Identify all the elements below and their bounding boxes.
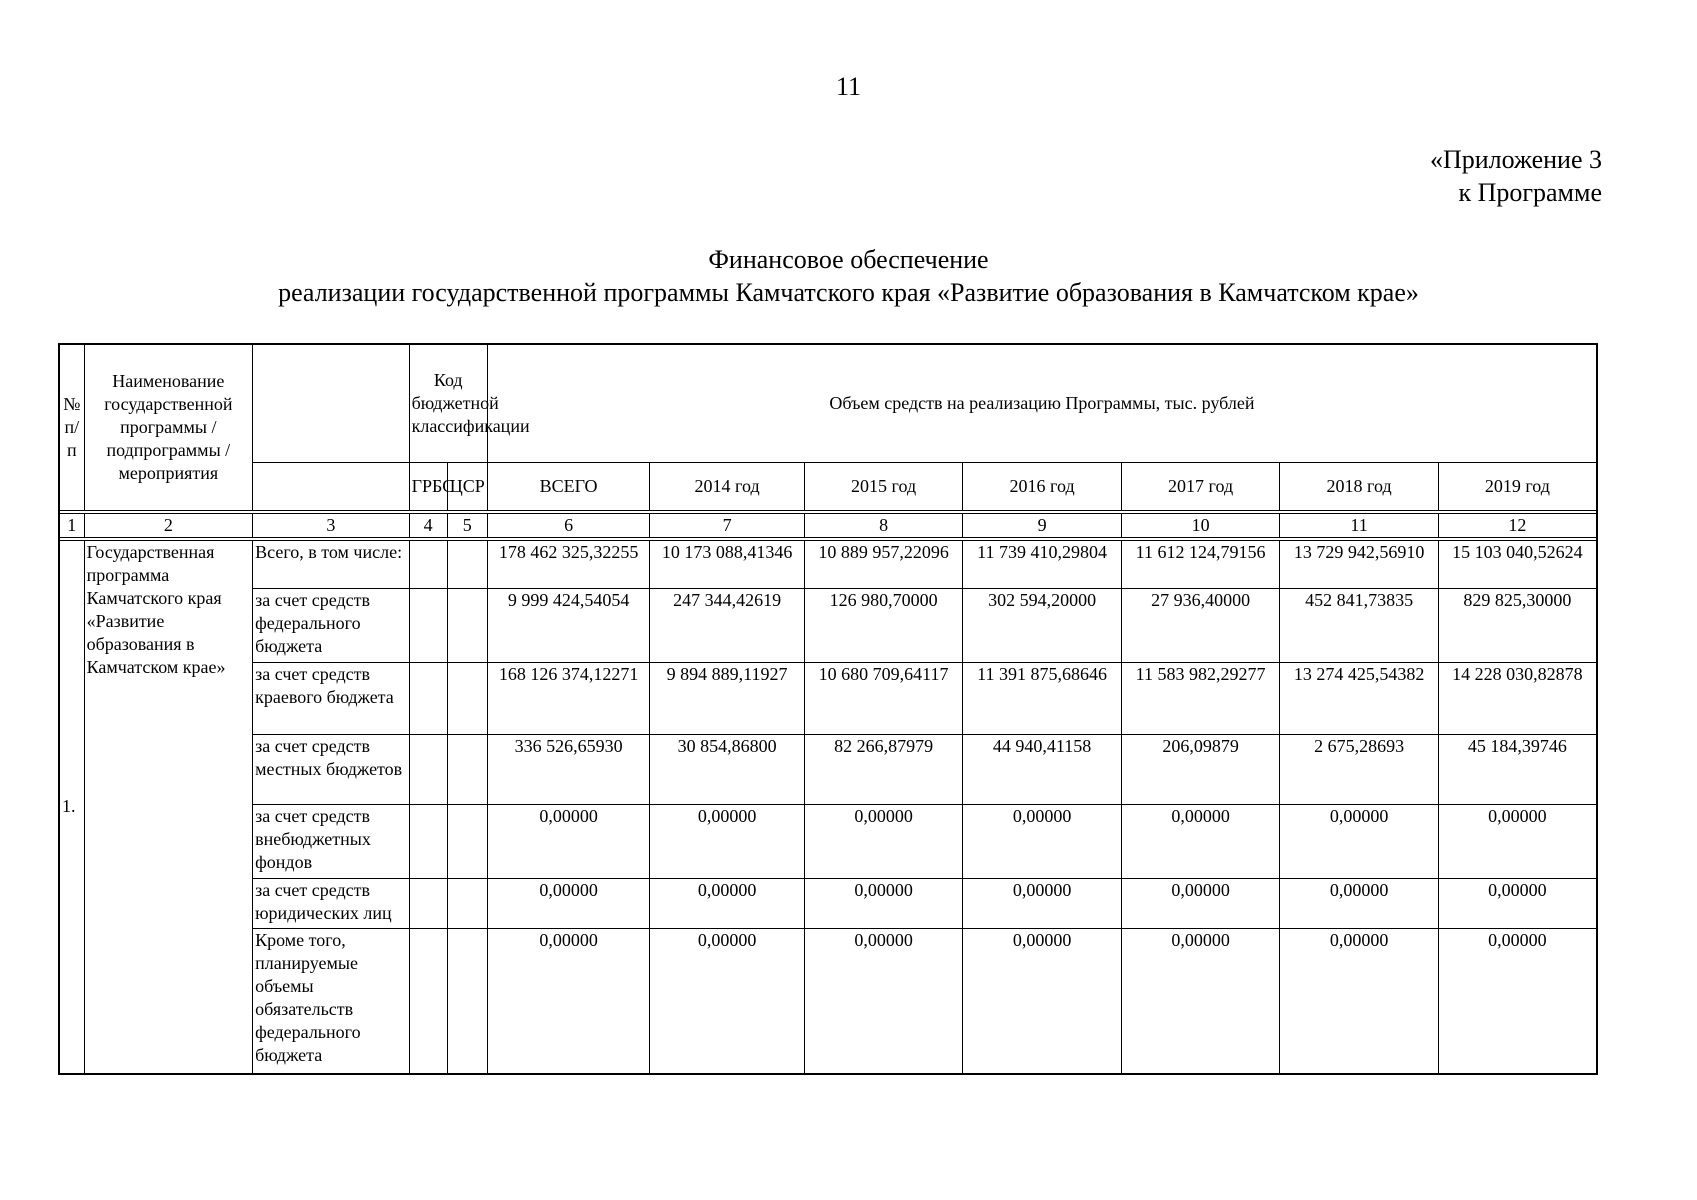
amount-cell: 82 266,87979 [804, 734, 963, 804]
column-number: 6 [487, 513, 650, 537]
amount-cell: 302 594,20000 [963, 588, 1122, 662]
appendix-line-2: к Программе [1458, 178, 1602, 207]
grbs-cell [409, 804, 447, 878]
header-year: 2016 год [963, 462, 1122, 510]
grbs-cell [409, 878, 447, 928]
amount-cell: 336 526,65930 [487, 734, 650, 804]
amount-cell: 14 228 030,82878 [1438, 662, 1597, 734]
grbs-cell [409, 928, 447, 1074]
amount-cell: 0,00000 [1121, 928, 1280, 1074]
amount-cell: 11 583 982,29277 [1121, 662, 1280, 734]
financing-table [58, 343, 1598, 1075]
grbs-cell [409, 540, 447, 588]
amount-cell: 0,00000 [1121, 804, 1280, 878]
column-number: 9 [963, 513, 1122, 537]
amount-cell: 0,00000 [487, 804, 650, 878]
header-csr: ЦСР [447, 462, 487, 510]
amount-cell: 11 612 124,79156 [1121, 540, 1280, 588]
program-name: Государственная программа Камчатского края «Развитие образования в Камчатском крае» [84, 540, 253, 1074]
amount-cell: 452 841,73835 [1280, 588, 1439, 662]
header-source [253, 344, 409, 462]
table-row [59, 662, 1597, 734]
grbs-cell [409, 588, 447, 662]
csr-cell [447, 734, 487, 804]
header-year: 2017 год [1121, 462, 1280, 510]
column-number: 5 [447, 513, 487, 537]
amount-cell: 11 391 875,68646 [963, 662, 1122, 734]
amount-cell: 0,00000 [1438, 928, 1597, 1074]
title-line-2: реализации государственной программы Камчатского края «Развитие образования в Камчатском крае» [278, 278, 1419, 307]
csr-cell [447, 928, 487, 1074]
document-title [0, 243, 1697, 309]
amount-cell: 0,00000 [1280, 804, 1439, 878]
amount-cell: 0,00000 [650, 878, 804, 928]
amount-cell: 0,00000 [1121, 878, 1280, 928]
header-source-sub [253, 462, 409, 510]
funding-source: за счет средств краевого бюджета [253, 662, 409, 734]
amount-cell: 0,00000 [1438, 804, 1597, 878]
grbs-cell [409, 662, 447, 734]
funding-source: за счет средств местных бюджетов [253, 734, 409, 804]
amount-cell: 10 680 709,64117 [804, 662, 963, 734]
table-row [59, 588, 1597, 662]
column-number-row [59, 513, 1597, 537]
table-row [59, 540, 1597, 588]
amount-cell: 30 854,86800 [650, 734, 804, 804]
amount-cell: 13 274 425,54382 [1280, 662, 1439, 734]
table-row [59, 928, 1597, 1074]
header-year: 2014 год [650, 462, 804, 510]
funding-source: за счет средств федерального бюджета [253, 588, 409, 662]
column-number: 4 [409, 513, 447, 537]
csr-cell [447, 540, 487, 588]
amount-cell: 168 126 374,12271 [487, 662, 650, 734]
page-number: 11 [835, 72, 862, 101]
amount-cell: 0,00000 [487, 878, 650, 928]
funding-source: Кроме того, планируемые объемы обязательств федерального бюджета [253, 928, 409, 1074]
amount-cell: 10 889 957,22096 [804, 540, 963, 588]
amount-cell: 27 936,40000 [1121, 588, 1280, 662]
funding-source: за счет средств юридических лиц [253, 878, 409, 928]
amount-cell: 11 739 410,29804 [963, 540, 1122, 588]
amount-cell: 9 894 889,11927 [650, 662, 804, 734]
column-number: 11 [1280, 513, 1439, 537]
header-year: 2018 год [1280, 462, 1439, 510]
amount-cell: 44 940,41158 [963, 734, 1122, 804]
table-row [59, 878, 1597, 928]
csr-cell [447, 662, 487, 734]
amount-cell: 15 103 040,52624 [1438, 540, 1597, 588]
amount-cell: 0,00000 [963, 928, 1122, 1074]
csr-cell [447, 878, 487, 928]
amount-cell: 0,00000 [1280, 878, 1439, 928]
csr-cell [447, 804, 487, 878]
amount-cell: 0,00000 [1280, 928, 1439, 1074]
column-number: 2 [84, 513, 253, 537]
amount-cell: 0,00000 [650, 928, 804, 1074]
amount-cell: 0,00000 [650, 804, 804, 878]
header-name: Наименование государственной программы / подпрограммы / мероприятия [84, 344, 253, 510]
amount-cell: 126 980,70000 [804, 588, 963, 662]
amount-cell: 0,00000 [804, 804, 963, 878]
amount-cell: 10 173 088,41346 [650, 540, 804, 588]
column-number: 7 [650, 513, 804, 537]
amount-cell: 0,00000 [804, 928, 963, 1074]
appendix-label [1430, 143, 1602, 209]
amount-cell: 0,00000 [963, 804, 1122, 878]
table-row [59, 804, 1597, 878]
title-line-1: Финансовое обеспечение [708, 245, 989, 274]
header-year: 2015 год [804, 462, 963, 510]
column-number: 1 [59, 513, 84, 537]
funding-source: Всего, в том числе: [253, 540, 409, 588]
amount-cell: 206,09879 [1121, 734, 1280, 804]
amount-cell: 13 729 942,56910 [1280, 540, 1439, 588]
program-number: 1. [59, 540, 84, 1074]
amount-cell: 829 825,30000 [1438, 588, 1597, 662]
amount-cell: 247 344,42619 [650, 588, 804, 662]
amount-cell: 9 999 424,54054 [487, 588, 650, 662]
amount-cell: 0,00000 [804, 878, 963, 928]
amount-cell: 45 184,39746 [1438, 734, 1597, 804]
amount-cell: 0,00000 [963, 878, 1122, 928]
amount-cell: 0,00000 [487, 928, 650, 1074]
header-code: Код бюджетной классификации [409, 344, 487, 462]
amount-cell: 178 462 325,32255 [487, 540, 650, 588]
header-year: ВСЕГО [487, 462, 650, 510]
column-number: 10 [1121, 513, 1280, 537]
funding-source: за счет средств внебюджетных фондов [253, 804, 409, 878]
csr-cell [447, 588, 487, 662]
header-num: № п/п [59, 344, 84, 510]
table-row [59, 734, 1597, 804]
column-number: 8 [804, 513, 963, 537]
header-grbs: ГРБС [409, 462, 447, 510]
amount-cell: 0,00000 [1438, 878, 1597, 928]
header-year: 2019 год [1438, 462, 1597, 510]
column-number: 3 [253, 513, 409, 537]
appendix-line-1: «Приложение 3 [1429, 145, 1602, 174]
header-volume: Объем средств на реализацию Программы, тыс. рублей [487, 344, 1597, 462]
grbs-cell [409, 734, 447, 804]
column-number: 12 [1438, 513, 1597, 537]
amount-cell: 2 675,28693 [1280, 734, 1439, 804]
